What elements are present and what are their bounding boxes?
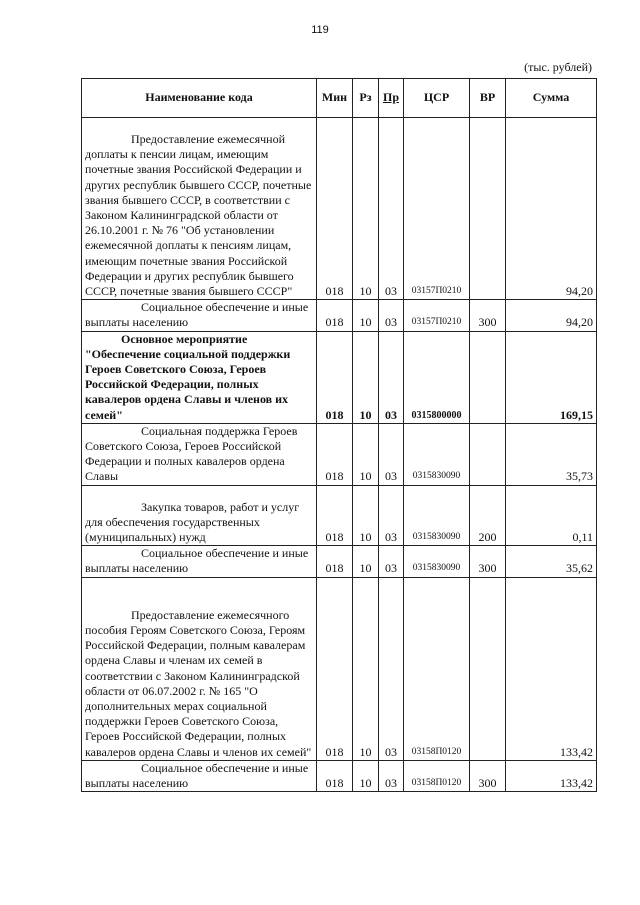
row-pr: 03 <box>379 423 404 485</box>
table-row <box>82 760 597 791</box>
row-vr <box>470 331 506 423</box>
row-rz: 10 <box>353 118 379 300</box>
header-vr: ВР <box>470 79 506 118</box>
row-vr <box>470 577 506 760</box>
table-row <box>82 485 597 546</box>
row-name: Предоставление ежемесячной доплаты к пенсии лицам, имеющим почетные звания Российской Федерации и других республик бывшего СССР, почетные звания бывшего СССР, в соответствии с Законом Калининградской области от 26.10.2001 г. № 76 "Об установлении ежемесячной доплаты к пенсиям лицам, имеющим почетные звания Российской Федерации и других республик бывшего СССР, почетные звания бывшего СССР" <box>82 118 317 300</box>
header-sum: Сумма <box>506 79 597 118</box>
row-min: 018 <box>317 423 353 485</box>
row-min: 018 <box>317 485 353 546</box>
row-name: Социальная поддержка Героев Советского Союза, Героев Российской Федерации и полных кавалеров ордена Славы <box>82 423 317 485</box>
row-sum: 133,42 <box>506 760 597 791</box>
row-name: Закупка товаров, работ и услуг для обеспечения государственных (муниципальных) нужд <box>82 485 317 546</box>
row-pr: 03 <box>379 577 404 760</box>
row-name: Социальное обеспечение и иные выплаты населению <box>82 760 317 791</box>
row-pr: 03 <box>379 331 404 423</box>
header-name: Наименование кода <box>82 79 317 118</box>
table-row <box>82 331 597 423</box>
row-sum: 169,15 <box>506 331 597 423</box>
table-row <box>82 577 597 760</box>
budget-table <box>81 78 597 792</box>
row-name: Основное мероприятие "Обеспечение социальной поддержки Героев Советского Союза, Героев Российской Федерации, полных кавалеров ордена Славы и членов их семей" <box>82 331 317 423</box>
row-vr <box>470 423 506 485</box>
row-csr: 03158П0120 <box>404 760 470 791</box>
row-sum: 94,20 <box>506 300 597 331</box>
row-csr: 0315830090 <box>404 423 470 485</box>
row-vr: 200 <box>470 485 506 546</box>
table-row <box>82 118 597 300</box>
row-min: 018 <box>317 546 353 577</box>
row-name: Предоставление ежемесячного пособия Героям Советского Союза, Героям Российской Федерации, полным кавалерам ордена Славы и членам их семей в соответствии с Законом Калининградской области от 06.07.2002 г. № 165 "О дополнительных мерах социальной поддержки Героев Советского Союза, Героев Российской Федерации, полных кавалеров ордена Славы и членов их семей" <box>82 577 317 760</box>
page-number: 119 <box>311 24 329 36</box>
row-sum: 94,20 <box>506 118 597 300</box>
header-pr: Пр <box>379 79 404 118</box>
row-pr: 03 <box>379 118 404 300</box>
row-vr: 300 <box>470 760 506 791</box>
row-rz: 10 <box>353 546 379 577</box>
row-pr: 03 <box>379 546 404 577</box>
header-csr: ЦСР <box>404 79 470 118</box>
row-csr: 03158П0120 <box>404 577 470 760</box>
header-row <box>82 79 597 118</box>
table-row <box>82 423 597 485</box>
row-csr: 0315830090 <box>404 485 470 546</box>
row-sum: 133,42 <box>506 577 597 760</box>
row-min: 018 <box>317 760 353 791</box>
row-min: 018 <box>317 331 353 423</box>
row-sum: 0,11 <box>506 485 597 546</box>
row-csr: 0315800000 <box>404 331 470 423</box>
row-sum: 35,73 <box>506 423 597 485</box>
row-rz: 10 <box>353 760 379 791</box>
table-row <box>82 300 597 331</box>
row-csr: 03157П0210 <box>404 300 470 331</box>
row-rz: 10 <box>353 331 379 423</box>
row-name: Социальное обеспечение и иные выплаты населению <box>82 546 317 577</box>
row-min: 018 <box>317 118 353 300</box>
row-csr: 0315830090 <box>404 546 470 577</box>
row-pr: 03 <box>379 760 404 791</box>
units-label: (тыс. рублей) <box>524 60 592 74</box>
row-csr: 03157П0210 <box>404 118 470 300</box>
row-rz: 10 <box>353 577 379 760</box>
row-name: Социальное обеспечение и иные выплаты населению <box>82 300 317 331</box>
row-vr: 300 <box>470 546 506 577</box>
row-pr: 03 <box>379 300 404 331</box>
row-pr: 03 <box>379 485 404 546</box>
row-vr <box>470 118 506 300</box>
table-row <box>82 546 597 577</box>
row-min: 018 <box>317 300 353 331</box>
row-min: 018 <box>317 577 353 760</box>
row-sum: 35,62 <box>506 546 597 577</box>
row-rz: 10 <box>353 300 379 331</box>
row-rz: 10 <box>353 423 379 485</box>
row-vr: 300 <box>470 300 506 331</box>
row-rz: 10 <box>353 485 379 546</box>
header-min: Мин <box>317 79 353 118</box>
header-rz: Рз <box>353 79 379 118</box>
